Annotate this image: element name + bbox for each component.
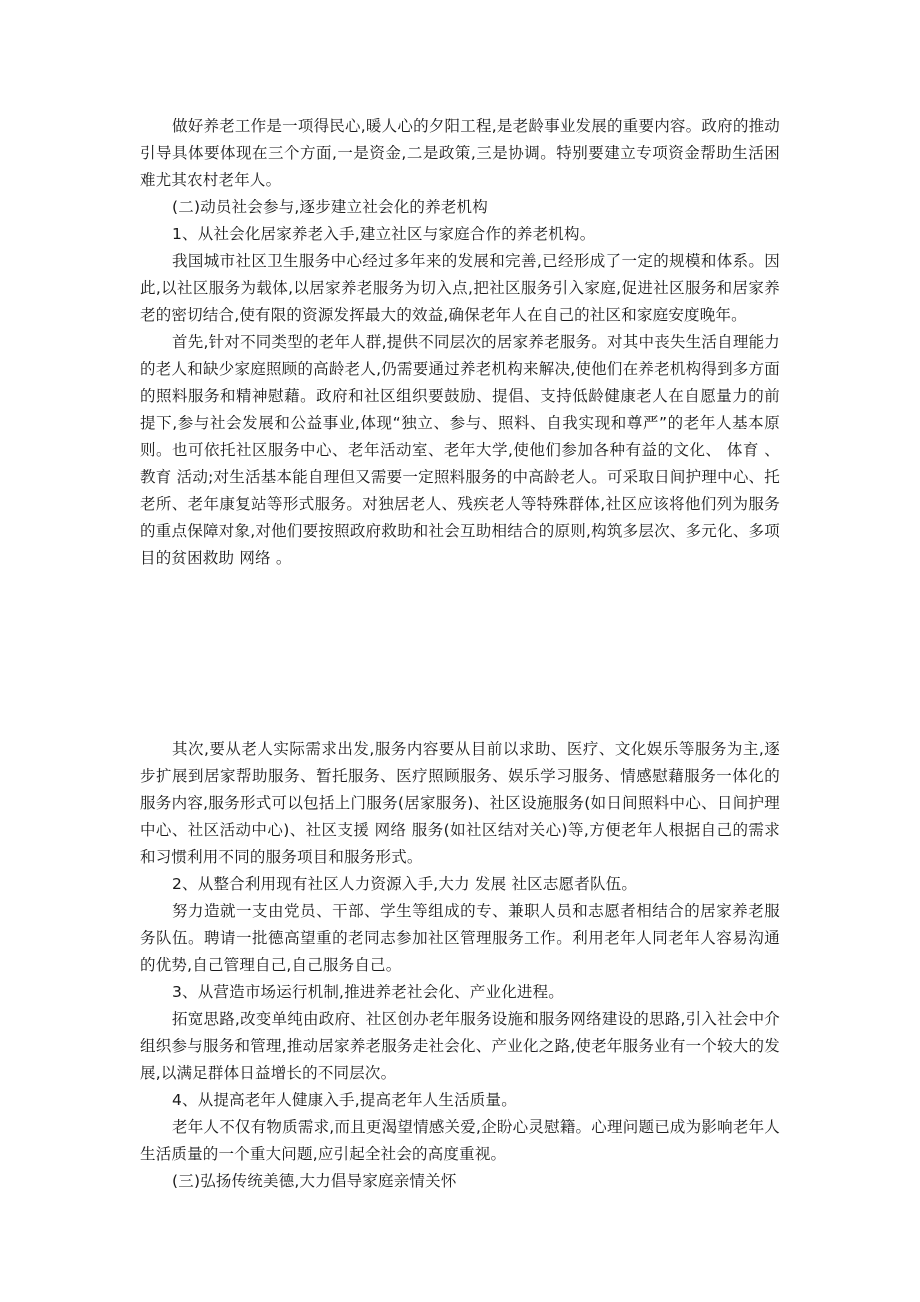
subheading-3: 3、从营造市场运行机制,推进养老社会化、产业化进程。 (172, 983, 564, 1001)
paragraph-intro: 做好养老工作是一项得民心,暖人心的夕阳工程,是老龄事业发展的重要内容。政府的推动引导具体要体现在三个方面,一是资金,二是政策,三是协调。特别要建立专项资金帮助生活困难尤其农村老年人。 (140, 117, 780, 189)
paragraph-second: 其次,要从老人实际需求出发,服务内容要从目前以求助、医疗、文化娱乐等服务为主,逐步扩展到居家帮助服务、暂托服务、医疗照顾服务、娱乐学习服务、情感慰藉服务一体化的服务内容,服务形式可以包括上门服务(居家服务)、社区设施服务(如日间照料中心、日间护理中心、社区活动中心)、社区支援 网络 服务(如社区结对关心)等,方便老年人根据自己的需求和习惯利用不同的服务项目和服务形式。 (140, 740, 780, 866)
subheading-1: 1、从社会化居家养老入手,建立社区与家庭合作的养老机构。 (172, 225, 596, 243)
subheading-4: 4、从提高老年人健康入手,提高老年人生活质量。 (172, 1091, 517, 1109)
section-heading-3: (三)弘扬传统美德,大力倡导家庭亲情关怀 (172, 1172, 457, 1190)
paragraph-volunteers: 努力造就一支由党员、干部、学生等组成的专、兼职人员和志愿者相结合的居家养老服务队伍。聘请一批德高望重的老同志参加社区管理服务工作。利用老年人同老年人容易沟通的优势,自己管理自己,自己服务自己。 (140, 902, 780, 974)
section-heading-2: (二)动员社会参与,逐步建立社会化的养老机构 (172, 198, 488, 216)
paragraph-market: 拓宽思路,改变单纯由政府、社区创办老年服务设施和服务网络建设的思路,引入社会中介组织参与服务和管理,推动居家养老服务走社会化、产业化之路,使老年服务业有一个较大的发展,以满足群体日益增长的不同层次。 (140, 1010, 780, 1082)
paragraph-first: 首先,针对不同类型的老年人群,提供不同层次的居家养老服务。对其中丧失生活自理能力的老人和缺少家庭照顾的高龄老人,仍需要通过养老机构来解决,使他们在养老机构得到多方面的照料服务和精神慰藉。政府和社区组织要鼓励、提倡、支持低龄健康老人在自愿量力的前提下,参与社会发展和公益事业,体现“独立、参与、照料、自我实现和尊严”的老年人基本原则。也可依托社区服务中心、老年活动室、老年大学,使他们参加各种有益的文化、 体育 、 教育 活动;对生活基本能自理但又需要一定照料服务的中高龄老人。可采取日间护理中心、托老所、老年康复站等形式服务。对独居老人、残疾老人等特殊群体,社区应该将他们列为服务的重点保障对象,对他们要按照政府救助和社会互助相结合的原则,构筑多层次、多元化、多项目的贫困救助 网络 。 (140, 333, 780, 567)
text-block-top (140, 113, 780, 572)
paragraph-psychology: 老年人不仅有物质需求,而且更渴望情感关爱,企盼心灵慰籍。心理问题已成为影响老年人生活质量的一个重大问题,应引起全社会的高度重视。 (140, 1118, 780, 1163)
paragraph-community-health: 我国城市社区卫生服务中心经过多年来的发展和完善,已经形成了一定的规模和体系。因此,以社区服务为载体,以居家养老服务为切入点,把社区服务引入家庭,促进社区服务和居家养老的密切结合,使有限的资源发挥最大的效益,确保老年人在自己的社区和家庭安度晚年。 (140, 252, 780, 324)
subheading-2: 2、从整合利用现有社区人力资源入手,大力 发展 社区志愿者队伍。 (172, 875, 638, 893)
text-block-bottom (140, 736, 780, 1195)
